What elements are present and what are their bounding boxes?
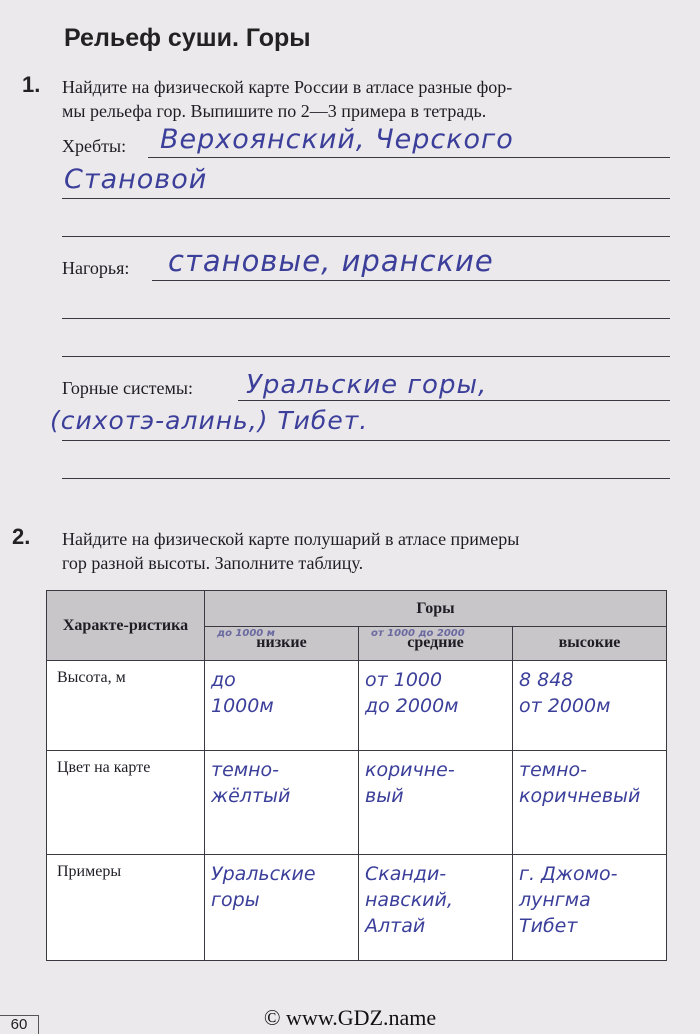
answer-line xyxy=(62,356,670,357)
mountains-table xyxy=(46,590,667,961)
table-cell: темно- коричневый xyxy=(519,759,641,807)
column-label: низкие xyxy=(256,634,307,651)
uplands-answer: становые, иранские xyxy=(168,244,494,278)
page-number: 60 xyxy=(0,1015,39,1034)
uplands-label: Нагорья: xyxy=(62,258,130,278)
table-cell: от 1000 до 2000м xyxy=(365,669,459,717)
task1-text-line2: мы рельефа гор. Выпишите по 2—3 примера в тетрадь. xyxy=(62,101,487,121)
table-cell: коричне- вый xyxy=(365,759,455,807)
table-group-header: Горы xyxy=(205,591,667,627)
task2-text-line2: гор разной высоты. Заполните таблицу. xyxy=(62,553,364,573)
table-row xyxy=(47,661,667,751)
mountain-systems-answer-2: (сихотэ-алинь,) Тибет. xyxy=(50,406,369,435)
row-label: Высота, м xyxy=(47,661,205,751)
table-corner-header: Характе-ристика xyxy=(47,591,205,661)
table-cell: 8 848 от 2000м xyxy=(519,669,611,717)
answer-line xyxy=(62,318,670,319)
page-title: Рельеф суши. Горы xyxy=(64,24,311,52)
task2-text-line1: Найдите на физической карте полушарий в атласе примеры xyxy=(62,529,520,549)
table-cell: г. Джомо- лунгма Тибет xyxy=(519,863,618,937)
answer-line xyxy=(62,478,670,479)
watermark-footer: © www.GDZ.name xyxy=(263,1005,437,1030)
column-note: от 1000 до 2000 xyxy=(371,628,465,639)
table-cell: Уральские горы xyxy=(211,863,316,911)
answer-line xyxy=(148,157,670,158)
ridges-label: Хребты: xyxy=(62,136,127,156)
mountain-systems-answer-1: Уральские горы, xyxy=(246,370,488,400)
column-label: средние xyxy=(407,634,464,651)
answer-line xyxy=(152,280,670,281)
table-row xyxy=(47,855,667,961)
row-label: Цвет на карте xyxy=(47,751,205,855)
table-cell: темно- жёлтый xyxy=(211,759,291,807)
task2-number: 2. xyxy=(12,524,31,549)
column-label: высокие xyxy=(558,634,621,651)
answer-line xyxy=(62,236,670,237)
mountain-systems-label: Горные системы: xyxy=(62,378,193,398)
table-cell: Сканди- навский, Алтай xyxy=(365,863,453,937)
ridges-answer-1: Верхоянский, Черского xyxy=(160,124,514,155)
answer-line xyxy=(238,400,670,401)
column-header-high xyxy=(513,627,667,661)
answer-line xyxy=(62,440,670,441)
answer-line xyxy=(62,198,670,199)
column-header-medium xyxy=(359,627,513,661)
table-cell: до 1000м xyxy=(211,669,274,717)
task1-text-line1: Найдите на физической карте России в атласе разные фор- xyxy=(62,77,513,97)
table-row xyxy=(47,751,667,855)
task1-number: 1. xyxy=(22,72,41,97)
column-header-low xyxy=(205,627,359,661)
column-note: до 1000 м xyxy=(217,628,275,639)
row-label: Примеры xyxy=(47,855,205,961)
ridges-answer-2: Становой xyxy=(64,164,208,195)
